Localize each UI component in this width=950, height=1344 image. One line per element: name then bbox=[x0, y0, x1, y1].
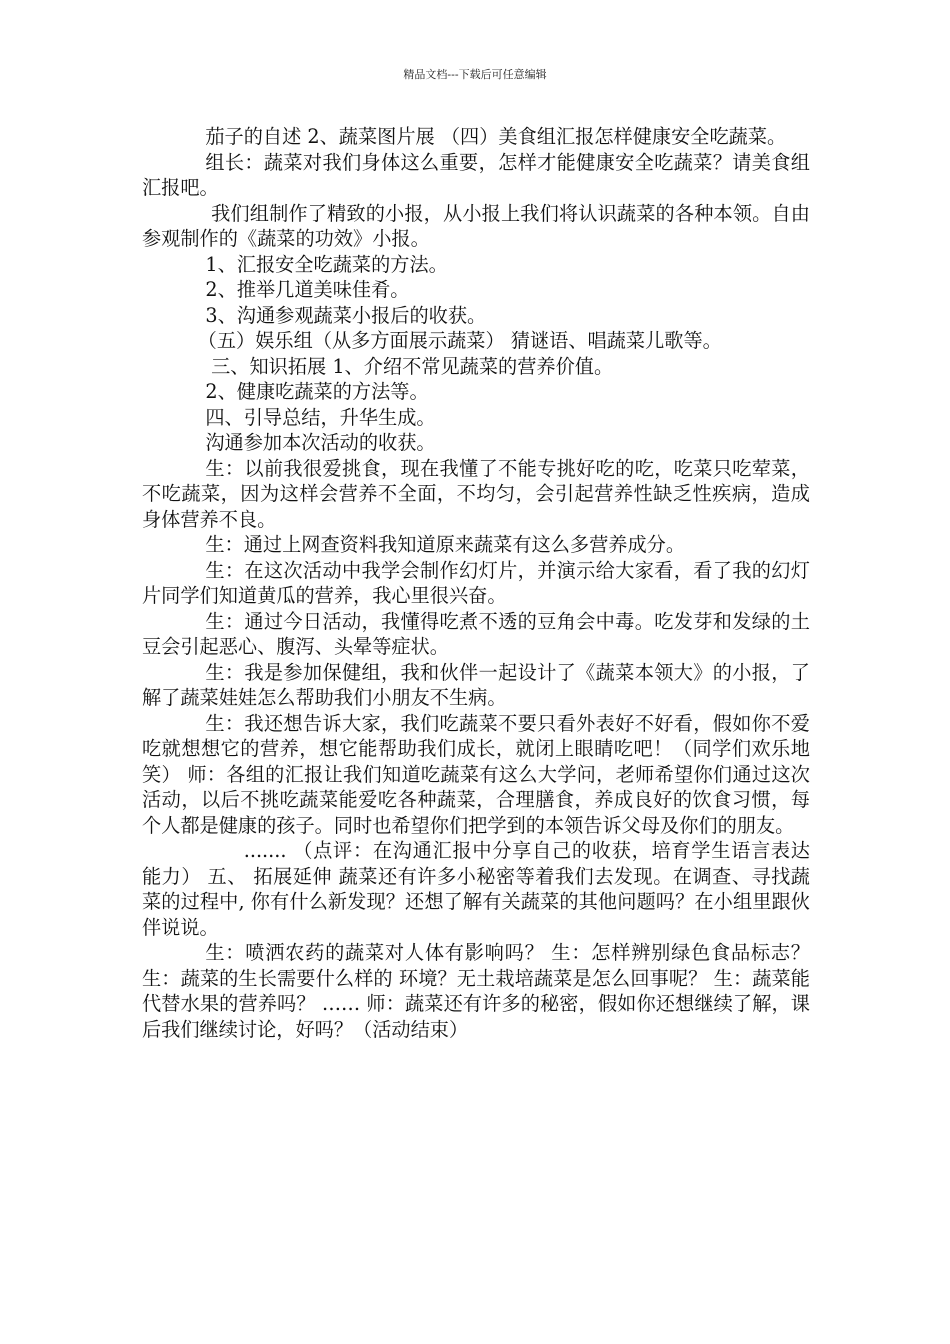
paragraph: 生：我还想告诉大家，我们吃蔬菜不要只看外表好不好看，假如你不爱吃就想想它的营养，想它能帮助我们成长，就闭上眼睛吃吧！（同学们欢乐地笑） 师：各组的汇报让我们知道吃蔬菜有这么大学问，老师希望你们通过这次活动，以后不挑吃蔬菜能爱吃各种蔬菜，合理膳食，养成良好的饮食习惯，每个人都是健康的孩子。同时也希望你们把学到的本领告诉父母及你们的朋友。 bbox=[142, 711, 810, 837]
paragraph: 组长：蔬菜对我们身体这么重要，怎样才能健康安全吃蔬菜？请美食组汇报吧。 bbox=[142, 150, 810, 199]
paragraph: 我们组制作了精致的小报，从小报上我们将认识蔬菜的各种本领。自由参观制作的《蔬菜的功效》小报。 bbox=[142, 201, 810, 250]
paragraph: 2、推举几道美味佳肴。 bbox=[205, 278, 410, 301]
paragraph: 2、健康吃蔬菜的方法等。 bbox=[205, 380, 429, 403]
paragraph: ....... （点评：在沟通汇报中分享自己的收获，培育学生语言表达能力） 五、 拓展延伸 蔬菜还有许多小秘密等着我们去发现。在调查、寻找蔬菜的过程中, 你有什么新发现？还想了解有关蔬菜的其他问题吗？在小组里跟伙伴说说。 bbox=[142, 839, 810, 939]
page-header: 精品文档---下载后可任意编辑 bbox=[403, 68, 547, 81]
paragraph: 1、汇报安全吃蔬菜的方法。 bbox=[205, 252, 448, 276]
paragraph: 四、引导总结，升华生成。 bbox=[205, 405, 436, 429]
paragraph: 生：以前我很爱挑食，现在我懂了不能专挑好吃的吃，吃菜只吃荤菜，不吃蔬菜，因为这样会营养不全面，不均匀，会引起营养性缺乏性疾病，造成身体营养不良。 bbox=[142, 456, 810, 531]
paragraph: 生：我是参加保健组，我和伙伴一起设计了《蔬菜本领大》的小报，了解了蔬菜娃娃怎么帮助我们小朋友不生病。 bbox=[142, 660, 810, 709]
paragraph: 沟通参加本次活动的收获。 bbox=[205, 431, 436, 454]
document-body bbox=[142, 124, 810, 1042]
paragraph: 3、沟通参观蔬菜小报后的收获。 bbox=[205, 303, 487, 327]
paragraph: 生：通过上网查资料我知道原来蔬菜有这么多营养成分。 bbox=[205, 533, 686, 556]
paragraph: 茄子的自述 2、蔬菜图片展 （四）美食组汇报怎样健康安全吃蔬菜。 bbox=[205, 125, 787, 148]
paragraph: 生：喷洒农药的蔬菜对人体有影响吗？ 生：怎样辨别绿色食品标志？ 生：蔬菜的生长需要什么样的 环境？无土栽培蔬菜是怎么回事呢？ 生：蔬菜能代替水果的营养吗？ …… 师：蔬菜还有许多的秘密，假如你还想继续了解，课后我们继续讨论，好吗？（活动结束） bbox=[142, 941, 810, 1041]
paragraph: 生：在这次活动中我学会制作幻灯片，并演示给大家看，看了我的幻灯片同学们知道黄瓜的营养，我心里很兴奋。 bbox=[142, 558, 810, 607]
paragraph: （五）娱乐组（从多方面展示蔬菜） 猜谜语、唱蔬菜儿歌等。 bbox=[197, 329, 722, 352]
paragraph: 三、知识拓展 1、介绍不常见蔬菜的营养价值。 bbox=[211, 354, 614, 378]
paragraph: 生：通过今日活动，我懂得吃煮不透的豆角会中毒。吃发芽和发绿的土豆会引起恶心、腹泻、头晕等症状。 bbox=[142, 609, 810, 658]
